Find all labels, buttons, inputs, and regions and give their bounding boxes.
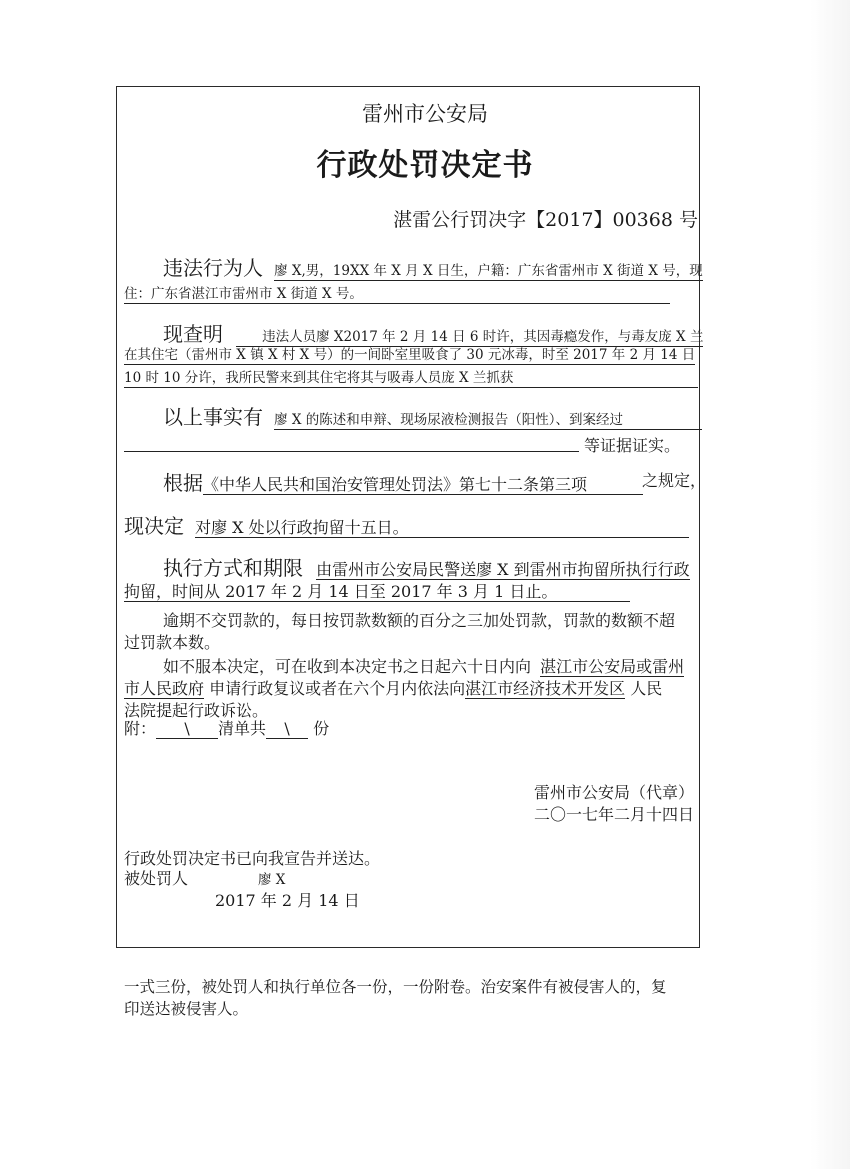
findings-label: 现查明	[163, 322, 223, 346]
execution-line-2: 拘留，时间从 2017 年 2 月 14 日至 2017 年 3 月 1 日止。	[124, 583, 630, 602]
evidence-suffix: 等证据证实。	[584, 436, 681, 455]
attach-blank-2: \	[266, 720, 308, 739]
footer-line-1: 一式三份，被处罚人和执行单位各一份，一份附卷。治安案件有被侵害人的，复	[124, 978, 667, 996]
recipient-name: 廖 X	[258, 872, 286, 888]
decision-section	[124, 510, 689, 539]
findings-line-1: 违法人员廖 X2017 年 2 月 14 日 6 时许，其因毒瘾发作，与毒友庞 X 兰	[236, 330, 703, 347]
violator-line-1: 廖 X,男，19XX 年 X 月 X 日生，户籍：广东省雷州市 X 街道 X 号，现	[274, 263, 703, 279]
execution-label: 执行方式和期限	[163, 556, 303, 580]
issuing-agency: 雷州市公安局	[362, 102, 488, 126]
evidence-section	[163, 401, 702, 430]
violator-line-2: 住：广东省湛江市雷州市 X 街道 X 号。	[124, 287, 670, 304]
issuer-seal: 雷州市公安局（代章）	[534, 783, 695, 802]
scan-edge-shadow	[810, 0, 850, 1169]
basis-law: 《中华人民共和国治安管理处罚法》第七十二条第三项	[203, 476, 643, 495]
attach-prefix: 附：	[124, 719, 157, 738]
attach-blank-1: \	[156, 720, 218, 739]
findings-line-3: 10 时 10 分许，我所民警来到其住宅将其与吸毒人员庞 X 兰抓获	[124, 371, 698, 388]
basis-suffix: 之规定，	[642, 471, 707, 490]
overdue-notice-line-1: 逾期不交罚款的，每日按罚款数额的百分之三加处罚款，罚款的数额不超	[163, 611, 676, 630]
appeal-notice-line-2	[124, 676, 662, 699]
appeal-org-1: 湛江市公安局或雷州	[540, 657, 685, 676]
footer-line-2: 印送达被侵害人。	[124, 1000, 249, 1018]
evidence-line-1: 廖 X 的陈述和申辩、现场尿液检测报告（阳性）、到案经过	[274, 413, 702, 430]
appeal-mid: 申请行政复议或者在六个月内依法向	[209, 679, 466, 698]
decision-prefix: 现决定	[124, 514, 184, 538]
violator-label: 违法行为人	[163, 256, 263, 280]
appeal-notice-line-3: 法院提起行政诉讼。	[124, 701, 269, 720]
appeal-court-suffix: 人民	[630, 679, 663, 698]
appeal-court: 湛江市经济技术开发区	[465, 679, 626, 698]
basis-prefix: 根据	[163, 471, 203, 495]
evidence-blank-line	[124, 451, 579, 452]
receipt-date: 2017 年 2 月 14 日	[215, 891, 360, 910]
issue-date: 二〇一七年二月十四日	[534, 805, 695, 824]
appeal-prefix: 如不服本决定，可在收到本决定书之日起六十日内向	[163, 657, 532, 676]
execution-section	[163, 552, 690, 581]
overdue-notice-line-2: 过罚款本数。	[124, 633, 221, 652]
receipt-statement: 行政处罚决定书已向我宣告并送达。	[124, 849, 381, 868]
evidence-label: 以上事实有	[163, 405, 263, 429]
findings-section	[163, 318, 703, 347]
appeal-notice-line-1	[163, 654, 684, 677]
attach-suffix: 份	[313, 719, 330, 738]
violator-section	[163, 252, 703, 281]
legal-basis-section	[163, 467, 643, 496]
document-title: 行政处罚决定书	[316, 148, 534, 183]
appeal-org-2: 市人民政府	[124, 679, 205, 698]
execution-line-1: 由雷州市公安局民警送廖 X 到雷州市拘留所执行行政	[316, 560, 690, 579]
attach-mid: 清单共	[218, 719, 267, 738]
attachment-line	[124, 716, 329, 739]
findings-line-2: 在其住宅（雷州市 X 镇 X 村 X 号）的一间卧室里吸食了 30 元冰毒，时至 2017 年 2 月 14 日	[124, 347, 696, 363]
decision-text: 对廖 X 处以行政拘留十五日。	[195, 519, 689, 538]
recipient-label: 被处罚人	[124, 869, 189, 888]
document-number: 湛雷公行罚决字【2017】00368 号	[393, 209, 698, 231]
